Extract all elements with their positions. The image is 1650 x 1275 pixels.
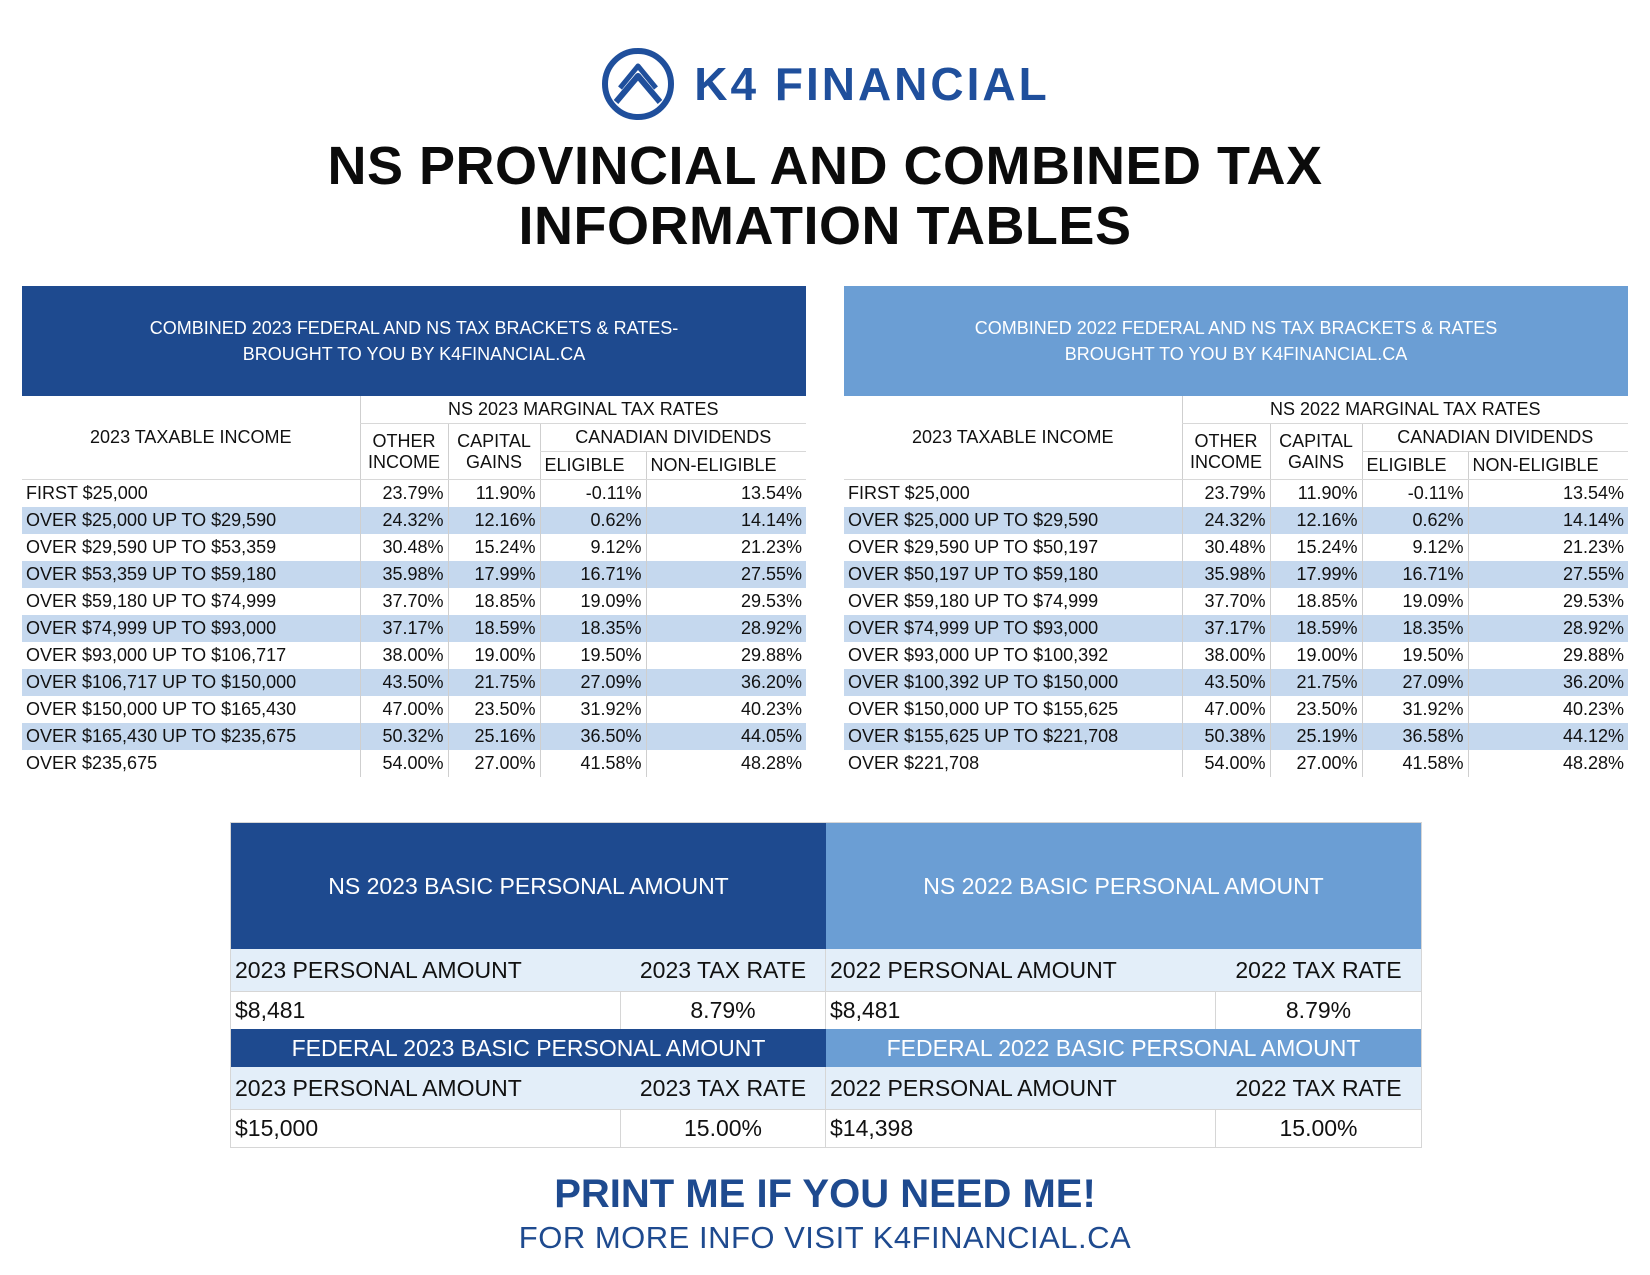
income-bracket-cell: OVER $53,359 UP TO $59,180 [22, 561, 360, 588]
income-bracket-cell: OVER $235,675 [26, 752, 158, 773]
page-title-line2: INFORMATION TABLES [518, 196, 1132, 256]
fed-2023-bpa-values [231, 1067, 826, 1147]
non-eligible-dividends-cell: 29.53% [1468, 588, 1628, 615]
table-2023-heading-line2: BROUGHT TO YOU BY K4FINANCIAL.CA [242, 344, 586, 364]
other-income-cell: 30.48% [360, 534, 448, 561]
eligible-dividends-cell: -0.11% [1362, 480, 1468, 507]
eligible-dividends-cell: 16.71% [540, 561, 646, 588]
non-eligible-dividends-cell: 21.23% [646, 534, 806, 561]
table-2022-body [844, 480, 1628, 777]
ns-2022-bpa-title: NS 2022 BASIC PERSONAL AMOUNT [826, 823, 1421, 949]
eligible-header: ELIGIBLE [1362, 452, 1468, 480]
other-income-cell: 37.17% [1182, 615, 1270, 642]
eligible-dividends-cell: 27.09% [540, 669, 646, 696]
marginal-header: NS 2022 MARGINAL TAX RATES [1182, 396, 1628, 424]
table-2022-heading-line1: COMBINED 2022 FEDERAL AND NS TAX BRACKETS & RATES [974, 318, 1498, 338]
table-row [22, 534, 806, 561]
capital-gains-cell: 18.59% [1270, 615, 1362, 642]
rate-label: 2023 TAX RATE [639, 956, 807, 983]
eligible-dividends-cell: 36.58% [1362, 723, 1468, 750]
other-income-cell: 43.50% [1182, 669, 1270, 696]
mountain-logo-icon [600, 46, 676, 122]
tax-rates-table-2023 [22, 396, 806, 777]
amount-label: 2023 PERSONAL AMOUNT [235, 1074, 522, 1101]
page-title [0, 136, 1650, 256]
non-eligible-dividends-cell: 28.92% [646, 615, 806, 642]
table-row [22, 669, 806, 696]
capital-gains-cell: 19.00% [448, 642, 540, 669]
capital-gains-cell: 23.50% [1270, 696, 1362, 723]
capital-gains-cell: 27.00% [448, 750, 540, 777]
non-eligible-dividends-cell: 44.05% [646, 723, 806, 750]
capital-gains-cell: 12.16% [1270, 507, 1362, 534]
eligible-dividends-cell: 31.92% [1362, 696, 1468, 723]
table-2023-panel [22, 286, 806, 777]
rate-value: 8.79% [690, 997, 756, 1023]
rate-value: 8.79% [1285, 997, 1352, 1023]
other-income-cell: 35.98% [360, 561, 448, 588]
non-eligible-header: NON-ELIGIBLE [646, 452, 806, 480]
non-eligible-dividends-cell: 27.55% [1468, 561, 1628, 588]
table-row [844, 750, 1628, 777]
other-income-cell: 23.79% [360, 480, 448, 507]
other-income-cell: 43.50% [360, 669, 448, 696]
table-row [22, 696, 806, 723]
eligible-dividends-cell: 0.62% [1362, 507, 1468, 534]
eligible-dividends-cell: 36.50% [540, 723, 646, 750]
income-bracket-cell: FIRST $25,000 [26, 482, 148, 503]
non-eligible-dividends-cell: 27.55% [646, 561, 806, 588]
table-row [844, 642, 1628, 669]
other-income-cell: 37.70% [1182, 588, 1270, 615]
capital-gains-cell: 25.16% [448, 723, 540, 750]
table-2022-panel [844, 286, 1628, 777]
fed-2022-bpa-title: FEDERAL 2022 BASIC PERSONAL AMOUNT [826, 1029, 1421, 1067]
non-eligible-dividends-cell: 29.88% [1468, 642, 1628, 669]
other-income-cell: 23.79% [1182, 480, 1270, 507]
income-bracket-cell: OVER $29,590 UP TO $53,359 [26, 536, 277, 557]
income-header: 2023 TAXABLE INCOME [22, 396, 360, 480]
basic-personal-amount-table [230, 822, 1422, 1148]
income-bracket-cell: FIRST $25,000 [848, 482, 970, 503]
rate-value: 15.00% [1279, 1115, 1358, 1141]
tax-rates-table-2022 [844, 396, 1628, 777]
non-eligible-dividends-cell: 14.14% [1468, 507, 1628, 534]
amount-value: $8,481 [826, 992, 1216, 1029]
amount-label: 2022 PERSONAL AMOUNT [830, 956, 1117, 983]
eligible-dividends-cell: 41.58% [540, 750, 646, 777]
rate-label: 2022 TAX RATE [1235, 956, 1402, 983]
other-income-cell: 38.00% [360, 642, 448, 669]
income-header: 2023 TAXABLE INCOME [844, 396, 1182, 480]
canadian-dividends-header: CANADIAN DIVIDENDS [1362, 424, 1628, 452]
capital-gains-cell: 18.85% [448, 588, 540, 615]
capital-gains-cell: 19.00% [1270, 642, 1362, 669]
table-row [22, 561, 806, 588]
capital-gains-cell: 15.24% [448, 534, 540, 561]
table-2022-heading [844, 286, 1628, 396]
amount-value: $8,481 [231, 992, 621, 1029]
income-bracket-cell: OVER $100,392 UP TO $150,000 [844, 669, 1182, 696]
table-row [844, 669, 1628, 696]
capital-gains-cell: 12.16% [448, 507, 540, 534]
capital-gains-header: CAPITAL GAINS [448, 424, 540, 480]
table-row [844, 696, 1628, 723]
non-eligible-dividends-cell: 29.53% [646, 588, 806, 615]
eligible-dividends-cell: 19.09% [1362, 588, 1468, 615]
non-eligible-header: NON-ELIGIBLE [1468, 452, 1628, 480]
eligible-dividends-cell: 27.09% [1362, 669, 1468, 696]
eligible-dividends-cell: 0.62% [540, 507, 646, 534]
other-income-cell: 54.00% [360, 750, 448, 777]
table-row [22, 750, 806, 777]
table-row [844, 588, 1628, 615]
non-eligible-dividends-cell: 40.23% [1468, 696, 1628, 723]
non-eligible-dividends-cell: 21.23% [1468, 534, 1628, 561]
other-income-cell: 30.48% [1182, 534, 1270, 561]
capital-gains-cell: 25.19% [1270, 723, 1362, 750]
capital-gains-cell: 27.00% [1270, 750, 1362, 777]
capital-gains-cell: 11.90% [448, 480, 540, 507]
other-income-header: OTHER INCOME [1182, 424, 1270, 480]
capital-gains-header: CAPITAL GAINS [1270, 424, 1362, 480]
footer-website-link[interactable]: FOR MORE INFO VISIT K4FINANCIAL.CA [518, 1220, 1132, 1255]
income-bracket-cell: OVER $25,000 UP TO $29,590 [22, 507, 360, 534]
income-bracket-cell: OVER $25,000 UP TO $29,590 [844, 507, 1182, 534]
non-eligible-dividends-cell: 48.28% [1468, 750, 1628, 777]
brand-name: K4 FINANCIAL [694, 58, 1050, 110]
capital-gains-cell: 21.75% [1270, 669, 1362, 696]
other-income-cell: 50.32% [360, 723, 448, 750]
page-title-line1: NS PROVINCIAL AND COMBINED TAX [327, 136, 1323, 196]
other-income-cell: 38.00% [1182, 642, 1270, 669]
income-bracket-cell: OVER $106,717 UP TO $150,000 [22, 669, 360, 696]
table-row [844, 561, 1628, 588]
capital-gains-cell: 21.75% [448, 669, 540, 696]
amount-label: 2023 PERSONAL AMOUNT [235, 956, 522, 983]
income-bracket-cell: OVER $29,590 UP TO $50,197 [848, 536, 1099, 557]
income-bracket-cell: OVER $50,197 UP TO $59,180 [844, 561, 1182, 588]
table-row [22, 480, 806, 507]
brand-logo [0, 46, 1650, 122]
income-bracket-cell: OVER $74,999 UP TO $93,000 [22, 615, 360, 642]
capital-gains-cell: 15.24% [1270, 534, 1362, 561]
other-income-cell: 47.00% [360, 696, 448, 723]
income-bracket-cell: OVER $150,000 UP TO $155,625 [848, 698, 1119, 719]
amount-value: $14,398 [826, 1110, 1216, 1147]
income-bracket-cell: OVER $165,430 UP TO $235,675 [22, 723, 360, 750]
eligible-dividends-cell: 19.50% [540, 642, 646, 669]
non-eligible-dividends-cell: 13.54% [1468, 480, 1628, 507]
non-eligible-dividends-cell: 44.12% [1468, 723, 1628, 750]
other-income-header: OTHER INCOME [360, 424, 448, 480]
other-income-cell: 37.17% [360, 615, 448, 642]
table-row [22, 723, 806, 750]
marginal-header: NS 2023 MARGINAL TAX RATES [360, 396, 806, 424]
rate-value: 15.00% [683, 1115, 762, 1141]
capital-gains-cell: 23.50% [448, 696, 540, 723]
other-income-cell: 37.70% [360, 588, 448, 615]
income-bracket-cell: OVER $221,708 [848, 752, 980, 773]
income-bracket-cell: OVER $150,000 UP TO $165,430 [26, 698, 297, 719]
other-income-cell: 54.00% [1182, 750, 1270, 777]
income-bracket-cell: OVER $59,180 UP TO $74,999 [26, 590, 277, 611]
income-bracket-cell: OVER $93,000 UP TO $106,717 [26, 644, 287, 665]
other-income-cell: 50.38% [1182, 723, 1270, 750]
capital-gains-cell: 18.85% [1270, 588, 1362, 615]
eligible-dividends-cell: 18.35% [540, 615, 646, 642]
rate-label: 2023 TAX RATE [639, 1074, 807, 1101]
non-eligible-dividends-cell: 36.20% [646, 669, 806, 696]
eligible-dividends-cell: 41.58% [1362, 750, 1468, 777]
table-2023-body [22, 480, 806, 777]
eligible-dividends-cell: 31.92% [540, 696, 646, 723]
amount-value: $15,000 [231, 1110, 621, 1147]
non-eligible-dividends-cell: 36.20% [1468, 669, 1628, 696]
capital-gains-cell: 17.99% [448, 561, 540, 588]
eligible-dividends-cell: 9.12% [540, 534, 646, 561]
non-eligible-dividends-cell: 28.92% [1468, 615, 1628, 642]
capital-gains-cell: 18.59% [448, 615, 540, 642]
income-bracket-cell: OVER $155,625 UP TO $221,708 [844, 723, 1182, 750]
ns-2023-bpa-title: NS 2023 BASIC PERSONAL AMOUNT [231, 823, 826, 949]
ns-2023-bpa-values [231, 949, 826, 1029]
table-row [22, 507, 806, 534]
footer-print-message: PRINT ME IF YOU NEED ME! [554, 1172, 1096, 1216]
table-row [844, 723, 1628, 750]
table-row [22, 588, 806, 615]
eligible-dividends-cell: 16.71% [1362, 561, 1468, 588]
non-eligible-dividends-cell: 48.28% [646, 750, 806, 777]
other-income-cell: 47.00% [1182, 696, 1270, 723]
fed-2023-bpa-title: FEDERAL 2023 BASIC PERSONAL AMOUNT [231, 1029, 826, 1067]
eligible-dividends-cell: 19.09% [540, 588, 646, 615]
eligible-dividends-cell: 9.12% [1362, 534, 1468, 561]
eligible-dividends-cell: -0.11% [540, 480, 646, 507]
eligible-dividends-cell: 18.35% [1362, 615, 1468, 642]
capital-gains-cell: 11.90% [1270, 480, 1362, 507]
table-row [844, 507, 1628, 534]
canadian-dividends-header: CANADIAN DIVIDENDS [540, 424, 806, 452]
rate-label: 2022 TAX RATE [1235, 1074, 1402, 1101]
income-bracket-cell: OVER $59,180 UP TO $74,999 [848, 590, 1099, 611]
other-income-cell: 35.98% [1182, 561, 1270, 588]
other-income-cell: 24.32% [1182, 507, 1270, 534]
table-2022-heading-line2: BROUGHT TO YOU BY K4FINANCIAL.CA [1064, 344, 1408, 364]
table-2023-heading-line1: COMBINED 2023 FEDERAL AND NS TAX BRACKETS & RATES- [149, 318, 679, 338]
non-eligible-dividends-cell: 14.14% [646, 507, 806, 534]
table-row [22, 642, 806, 669]
non-eligible-dividends-cell: 40.23% [646, 696, 806, 723]
eligible-dividends-cell: 19.50% [1362, 642, 1468, 669]
other-income-cell: 24.32% [360, 507, 448, 534]
capital-gains-cell: 17.99% [1270, 561, 1362, 588]
table-row [22, 615, 806, 642]
table-row [844, 615, 1628, 642]
non-eligible-dividends-cell: 13.54% [646, 480, 806, 507]
fed-2022-bpa-values [826, 1067, 1421, 1147]
amount-label: 2022 PERSONAL AMOUNT [830, 1074, 1117, 1101]
table-row [844, 534, 1628, 561]
income-bracket-cell: OVER $93,000 UP TO $100,392 [848, 644, 1109, 665]
table-row [844, 480, 1628, 507]
non-eligible-dividends-cell: 29.88% [646, 642, 806, 669]
eligible-header: ELIGIBLE [540, 452, 646, 480]
table-2023-heading [22, 286, 806, 396]
income-bracket-cell: OVER $74,999 UP TO $93,000 [844, 615, 1182, 642]
ns-2022-bpa-values [826, 949, 1421, 1029]
